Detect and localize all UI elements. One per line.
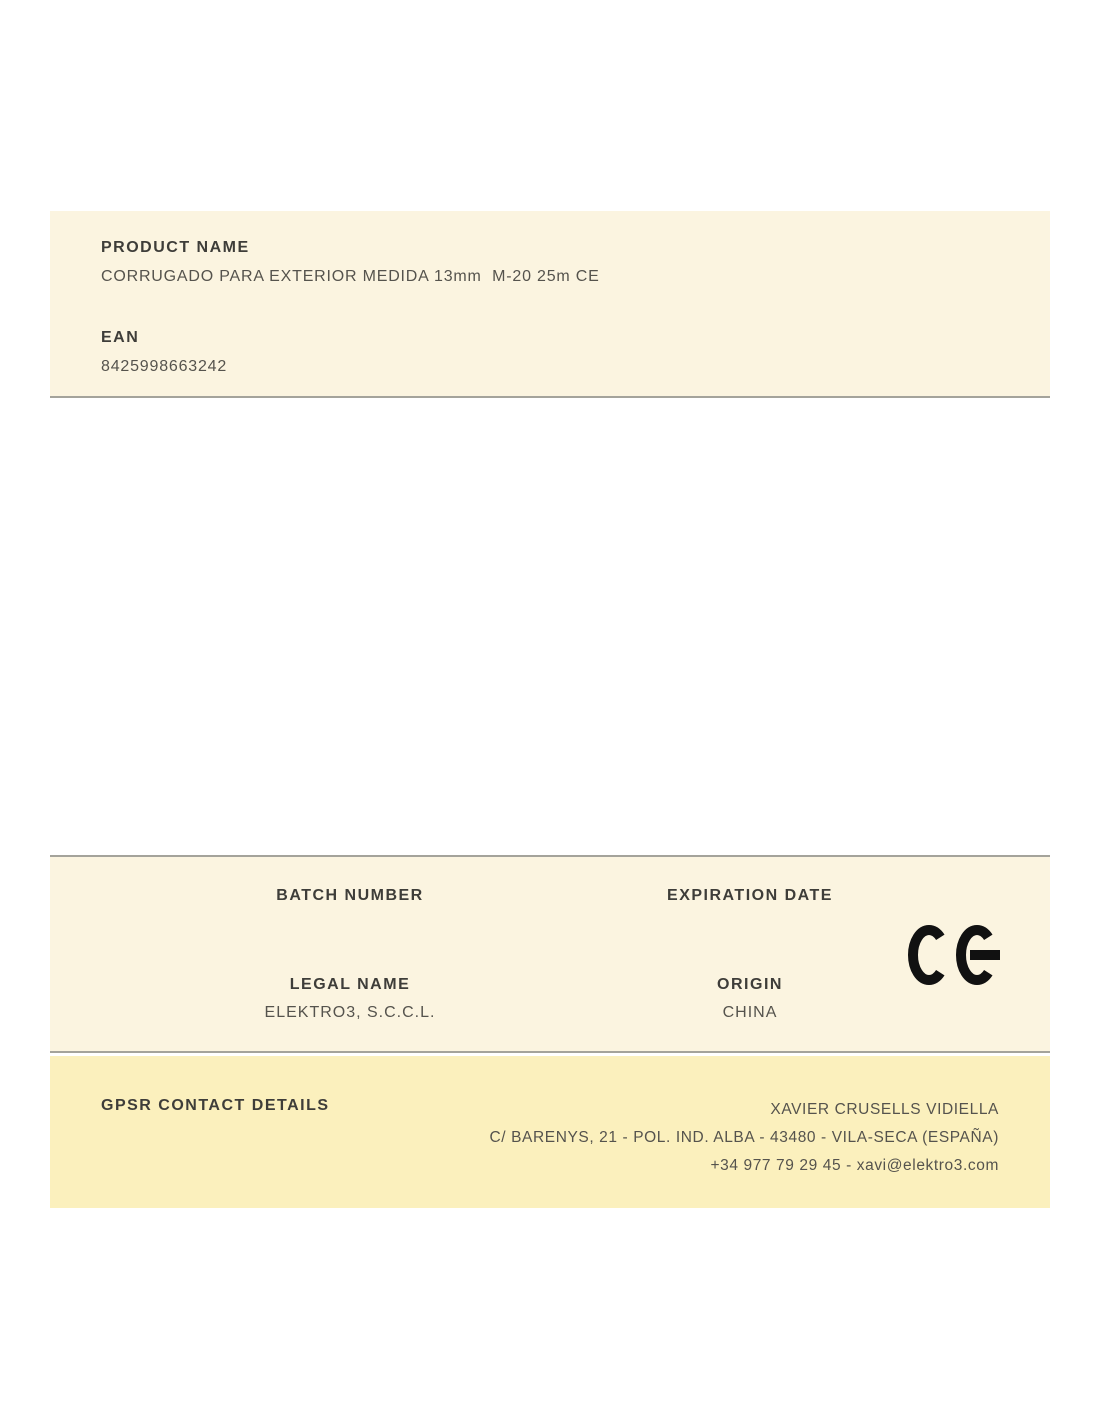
gpsr-contact-address: C/ BARENYS, 21 - POL. IND. ALBA - 43480 - VILA-SECA (ESPAÑA) — [489, 1129, 999, 1146]
batch-number-label: BATCH NUMBER — [276, 887, 424, 904]
legal-name-label: LEGAL NAME — [289, 976, 411, 993]
product-name-field — [101, 238, 999, 287]
batch-number-empty-value — [150, 905, 550, 975]
details-right-column — [550, 886, 950, 1023]
details-left-column — [150, 886, 550, 1023]
details-panel — [50, 855, 1050, 1053]
legal-name-value: ELEKTRO3, S.C.C.L. — [264, 1004, 436, 1021]
product-name-value: CORRUGADO PARA EXTERIOR MEDIDA 13mm M-20 25m CE — [101, 268, 600, 285]
expiration-date-empty-value — [550, 905, 950, 975]
ce-mark-icon — [908, 925, 1005, 985]
gpsr-contact-name: XAVIER CRUSELLS VIDIELLA — [770, 1101, 999, 1118]
origin-label: ORIGIN — [717, 976, 783, 993]
details-grid — [150, 886, 950, 1023]
ean-label: EAN — [101, 329, 140, 346]
expiration-date-label: EXPIRATION DATE — [667, 887, 833, 904]
gpsr-contact-details-label: GPSR CONTACT DETAILS — [101, 1097, 330, 1114]
origin-value: CHINA — [722, 1004, 778, 1021]
product-info-panel — [50, 211, 1050, 398]
ean-field — [101, 328, 999, 377]
ean-value: 8425998663242 — [101, 358, 228, 375]
product-name-label: PRODUCT NAME — [101, 239, 250, 256]
gpsr-contact-block — [489, 1096, 999, 1180]
gpsr-contact-phone-email: +34 977 79 29 45 - xavi@elektro3.com — [710, 1157, 999, 1174]
gpsr-contact-panel — [50, 1056, 1050, 1208]
